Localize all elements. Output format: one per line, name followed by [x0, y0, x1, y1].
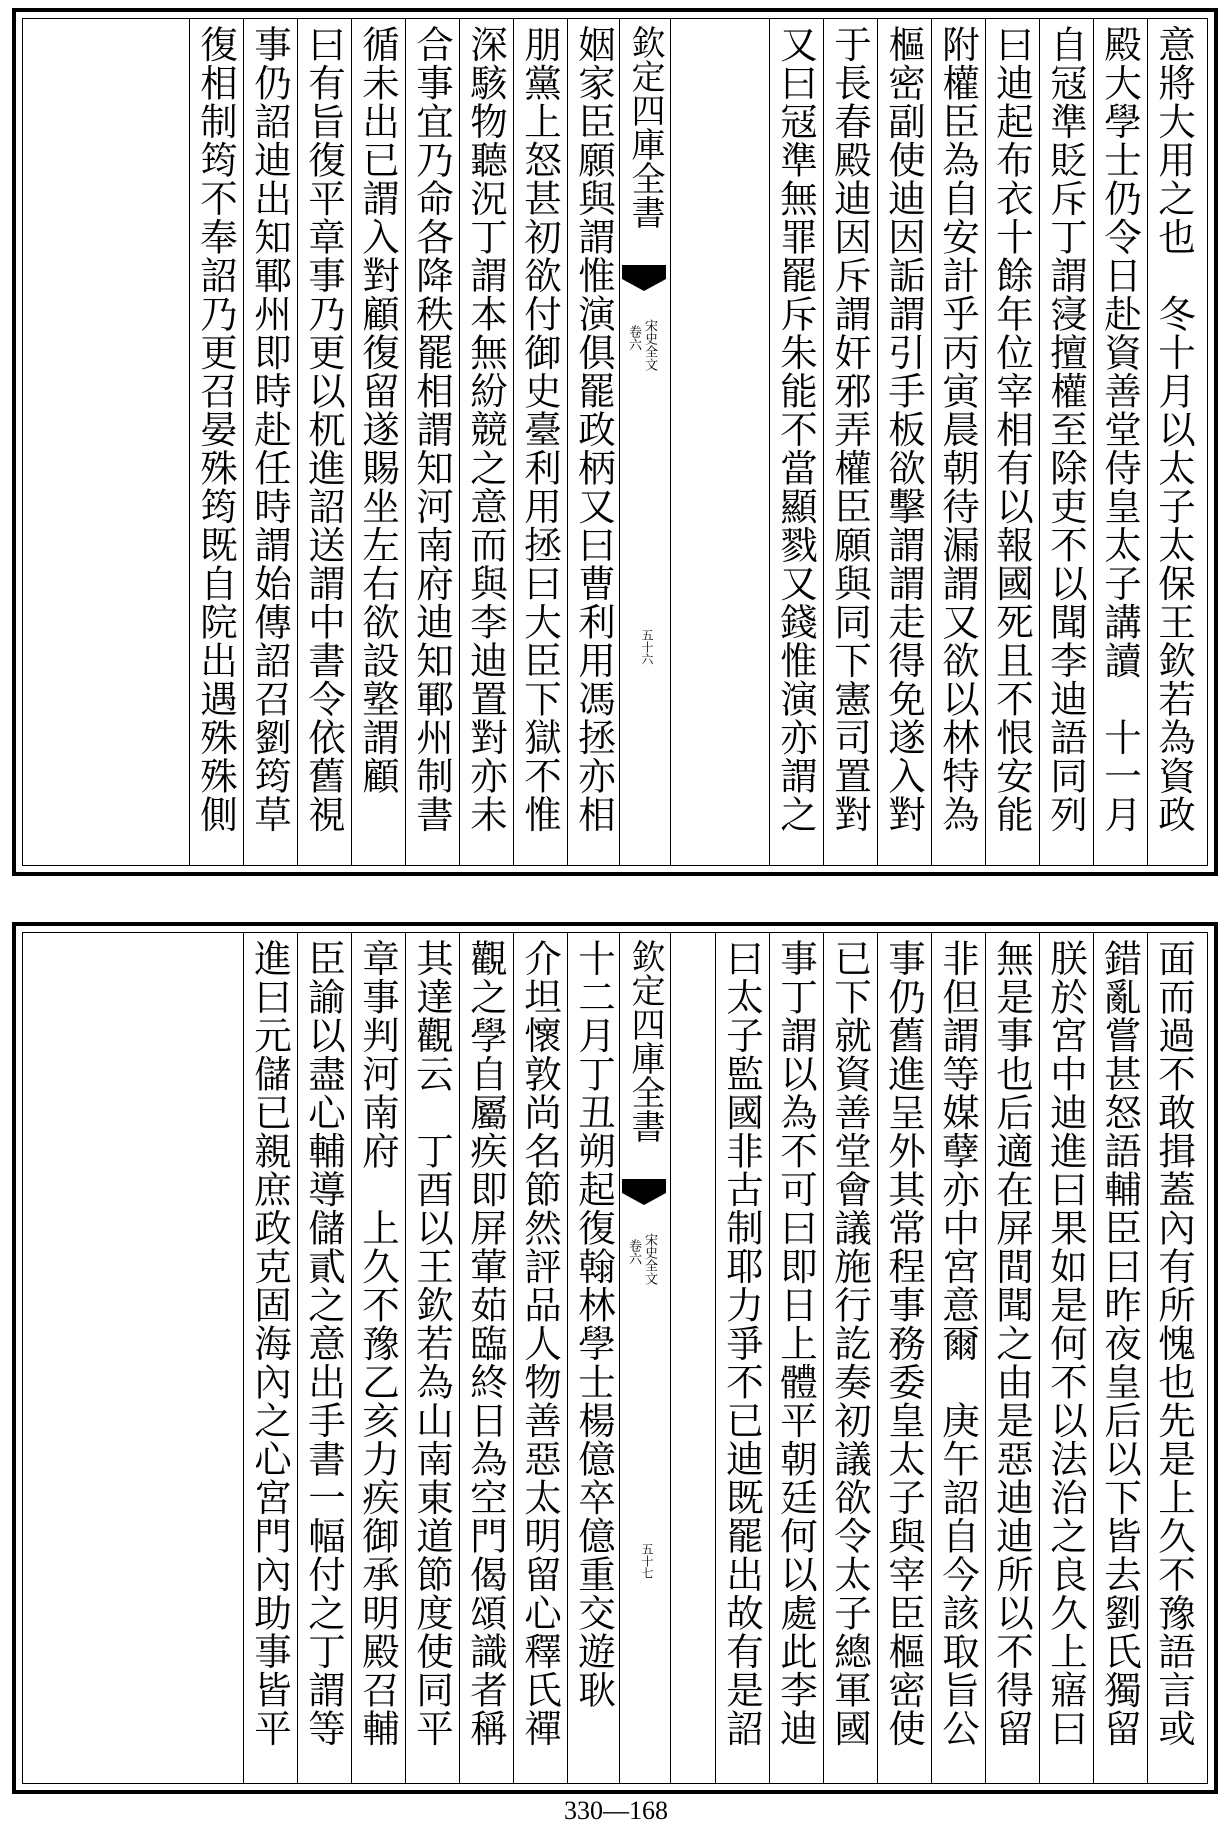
- bottom-page-frame: [12, 922, 1218, 1794]
- column-text: 無是事也后適在屏間聞之由是惡迪迪所以不得留: [990, 939, 1034, 1748]
- juan-number: 卷六: [626, 325, 641, 351]
- column-text: 自冦準貶斥丁謂寖擅權至除吏不以聞李迪語同列: [1044, 25, 1088, 834]
- text-column: [931, 933, 984, 1783]
- fishtail-mark-icon: [622, 265, 666, 293]
- text-column: [351, 933, 404, 1783]
- text-column: [1039, 933, 1092, 1783]
- text-column: [297, 19, 350, 865]
- text-column: [513, 19, 566, 865]
- text-column: [823, 933, 876, 1783]
- text-column: [459, 933, 512, 1783]
- text-column: [513, 933, 566, 1783]
- column-text: 附權臣為自安計乎丙寅晨朝待漏謂又欲以林特為: [936, 25, 980, 834]
- top-page-frame: [12, 8, 1218, 876]
- fishtail-mark-icon: [622, 1179, 666, 1207]
- text-column: [1039, 19, 1092, 865]
- text-column: [243, 19, 296, 865]
- juan-number: 卷六: [626, 1239, 641, 1265]
- text-column: [1147, 933, 1200, 1783]
- column-text: 事仍舊進呈外其常程事務委皇太子與宰臣樞密使: [882, 939, 926, 1748]
- column-text: 事丁謂以為不可曰即日上體平朝廷何以處此李迪: [774, 939, 818, 1748]
- column-text: 朕於宮中迪進曰果如是何不以法治之良久上寤曰: [1044, 939, 1088, 1748]
- column-text: 意將大用之也 冬十月以太子太保王欽若為資政: [1152, 25, 1196, 834]
- text-column: [1093, 19, 1146, 865]
- column-text: 其達觀云 丁酉以王欽若為山南東道節度使同平: [410, 939, 454, 1748]
- text-column: [243, 933, 296, 1783]
- text-column: [823, 19, 876, 865]
- text-column: [877, 933, 930, 1783]
- column-text: 進曰元儲已親庶政克固海內之心宮門內助事皆平: [248, 939, 292, 1748]
- leaf-number: 五十七: [640, 1543, 654, 1579]
- column-text: 曰太子監國非古制耶力爭不已迪既罷出故有是詔: [720, 939, 764, 1748]
- column-text: 合事宜乃命各降秩罷相謂知河南府迪知鄆州制書: [410, 25, 454, 834]
- column-text: 樞密副使迪因詬謂引手板欲擊謂謂走得免遂入對: [882, 25, 926, 834]
- column-text: 非但謂等媒孽亦中宮意爾 庚午詔自今該取旨公: [936, 939, 980, 1748]
- text-column: [405, 19, 458, 865]
- text-column: [877, 19, 930, 865]
- column-text: 臣諭以盡心輔導儲貳之意出手書一幅付之丁謂等: [302, 939, 346, 1748]
- text-column: [769, 933, 822, 1783]
- text-column: [567, 933, 620, 1783]
- text-column: [189, 19, 242, 865]
- column-text: 曰迪起布衣十餘年位宰相有以報國死且不恨安能: [990, 25, 1034, 834]
- center-spine: [619, 19, 671, 865]
- column-text: 面而過不敢揖蓋內有所愧也先是上久不豫語言或: [1152, 939, 1196, 1748]
- text-column: [405, 933, 458, 1783]
- column-text: 復相制筠不奉詔乃更召晏殊筠既自院出遇殊殊側: [194, 25, 238, 834]
- column-text: 姻家臣願與謂惟演俱罷政柄又曰曹利用馮拯亦相: [572, 25, 616, 834]
- text-column: [985, 933, 1038, 1783]
- column-text: 事仍詔迪出知鄆州即時赴任時謂始傳詔召劉筠草: [248, 25, 292, 834]
- text-column: [1147, 19, 1200, 865]
- column-text: 觀之學自屬疾即屏葷茹臨終日為空門偈頌識者稱: [464, 939, 508, 1748]
- volume-page-number: 330—168: [564, 1796, 668, 1825]
- column-text: 十二月丁丑朔起復翰林學士楊億卒億重交遊耿: [572, 939, 616, 1709]
- column-text: 章事判河南府 上久不豫乙亥力疾御承明殿召輔: [356, 939, 400, 1748]
- top-text-block: [22, 18, 1208, 866]
- text-column: [985, 19, 1038, 865]
- collection-title: 欽定四庫全書: [625, 25, 665, 229]
- book-title: 宋史全文: [642, 319, 657, 371]
- text-column: [567, 19, 620, 865]
- text-column: [1093, 933, 1146, 1783]
- column-text: 循未出已謂入對顧復留遂賜坐左右欲設墪謂顧: [356, 25, 400, 795]
- bottom-text-block: [22, 932, 1208, 1784]
- column-text: 錯亂嘗甚怒語輔臣曰昨夜皇后以下皆去劉氏獨留: [1098, 939, 1142, 1748]
- leaf-number: 五十六: [640, 629, 654, 665]
- collection-title: 欽定四庫全書: [625, 939, 665, 1143]
- column-text: 深駭物聽況丁謂本無紛競之意而與李迪置對亦未: [464, 25, 508, 834]
- column-text: 朋黨上怒甚初欲付御史臺利用拯曰大臣下獄不惟: [518, 25, 562, 834]
- column-text: 殿大學士仍令日赴資善堂侍皇太子講讀 十一月: [1098, 25, 1142, 834]
- text-column: [351, 19, 404, 865]
- text-column: [715, 933, 768, 1783]
- text-column: [931, 19, 984, 865]
- text-column: [459, 19, 512, 865]
- column-text: 已下就資善堂會議施行訖奏初議欲令太子總軍國: [828, 939, 872, 1748]
- column-text: 于長春殿迪因斥謂奸邪弄權臣願與同下憲司置對: [828, 25, 872, 834]
- column-text: 介坦懷敦尚名節然評品人物善惡太明留心釋氏禪: [518, 939, 562, 1748]
- text-column: [769, 19, 822, 865]
- book-title: 宋史全文: [642, 1233, 657, 1285]
- column-text: 又曰冦準無罪罷斥朱能不當顯戮又錢惟演亦謂之: [774, 25, 818, 834]
- text-column: [297, 933, 350, 1783]
- center-spine: [619, 933, 671, 1783]
- column-text: 曰有旨復平章事乃更以杌進詔送謂中書令依舊視: [302, 25, 346, 834]
